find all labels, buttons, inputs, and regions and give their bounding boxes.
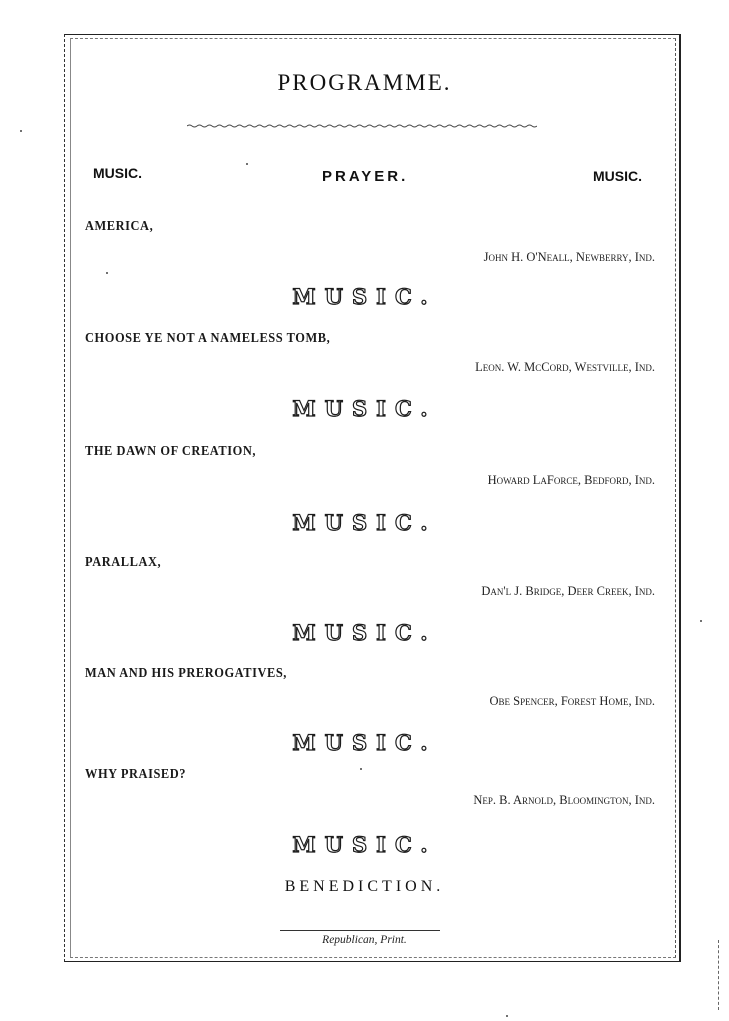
- music-interlude-divider: MUSIC.: [292, 396, 437, 421]
- print-speck: [360, 768, 362, 770]
- programme-title: PROGRAMME.: [277, 70, 452, 95]
- imprint-rule: [280, 930, 440, 931]
- programme-item-title: THE DAWN OF CREATION,: [85, 443, 257, 458]
- scan-edge-mark: [718, 940, 719, 1010]
- header-music-right: MUSIC.: [593, 168, 642, 184]
- benediction-heading: BENEDICTION.: [284, 878, 445, 895]
- programme-item-author: Howard LaForce, Bedford, Ind.: [487, 473, 655, 487]
- music-interlude-divider: MUSIC.: [292, 730, 437, 755]
- header-music-left: MUSIC.: [93, 165, 142, 181]
- programme-item-author: Leon. W. McCord, Westville, Ind.: [475, 360, 655, 374]
- programme-item-author: Nep. B. Arnold, Bloomington, Ind.: [473, 793, 655, 807]
- music-interlude-divider: MUSIC.: [292, 620, 437, 645]
- programme-item-title: PARALLAX,: [85, 554, 162, 569]
- ornamental-wavy-rule: [187, 124, 537, 128]
- printer-imprint: Republican, Print.: [322, 934, 407, 946]
- music-interlude-divider: MUSIC.: [292, 832, 437, 857]
- music-interlude-divider: MUSIC.: [292, 510, 437, 535]
- programme-item-title: WHY PRAISED?: [85, 766, 187, 781]
- programme-item-author: Dan'l J. Bridge, Deer Creek, Ind.: [481, 584, 655, 598]
- programme-header-row: [0, 165, 729, 195]
- print-speck: [20, 130, 22, 132]
- print-speck: [506, 1015, 508, 1017]
- programme-item-title: MAN AND HIS PREROGATIVES,: [85, 665, 287, 680]
- print-speck: [106, 272, 108, 274]
- programme-item-author: John H. O'Neall, Newberry, Ind.: [483, 250, 655, 264]
- programme-item-title: AMERICA,: [85, 218, 154, 233]
- programme-item-title: CHOOSE YE NOT A NAMELESS TOMB,: [85, 330, 331, 345]
- programme-item-author: Obe Spencer, Forest Home, Ind.: [489, 694, 655, 708]
- header-prayer: PRAYER.: [322, 168, 409, 185]
- music-interlude-divider: MUSIC.: [292, 284, 437, 309]
